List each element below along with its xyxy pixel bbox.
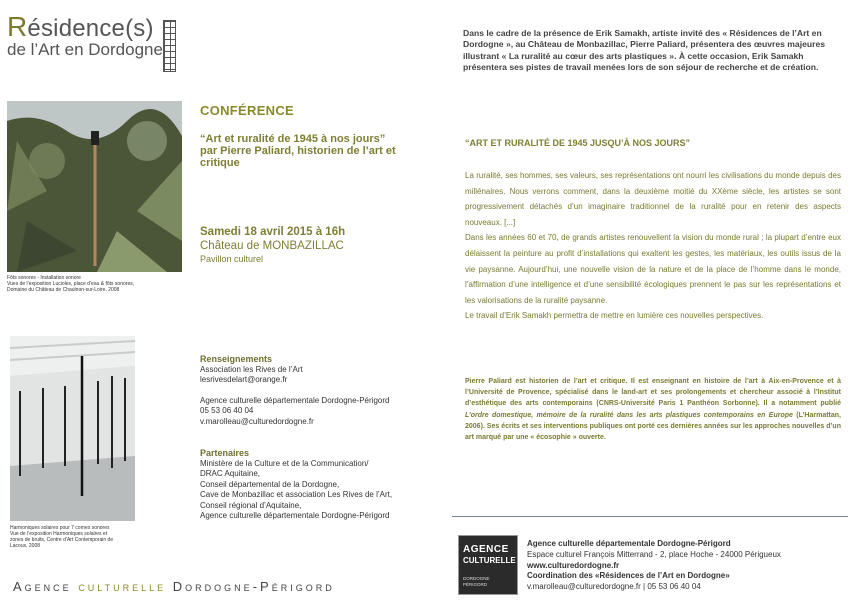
- bio-book-title: L’ordre domestique, mémoire de la ruralité dans les arts plastiques contemporains en Europe: [465, 411, 793, 419]
- partenaire-line: Conseil régional d’Aquitaine,: [200, 500, 302, 510]
- conference-date: Samedi 18 avril 2015 à 16h: [200, 226, 346, 238]
- conference-subtitle-line1: “Art et ruralité de 1945 à nos jours”: [200, 133, 386, 145]
- conference-venue: Château de MONBAZILLAC: [200, 240, 344, 252]
- agence-logo-line1: AGENCE: [463, 544, 509, 555]
- renseignements-block: [200, 354, 440, 427]
- partenaire-line: Cave de Monbazillac et association Les Rives de l’Art,: [200, 490, 393, 499]
- section-body: [465, 168, 841, 324]
- contact-email-phone[interactable]: v.marolleau@culturedordogne.fr | 05 53 06 40 04: [527, 582, 701, 592]
- renseignements-phone: 05 53 06 40 04: [200, 406, 254, 415]
- conference-title: CONFÉRENCE: [200, 103, 295, 118]
- residences-logo: [7, 11, 163, 60]
- partenaire-line: Agence culturelle départementale Dordogne-Périgord: [200, 511, 390, 520]
- agence-logo-line2: CULTURELLE: [463, 556, 516, 565]
- logo-initial: R: [7, 11, 28, 42]
- body-paragraph: Le travail d’Erik Samakh permettra de mettre en lumière ces nouvelles perspectives.: [465, 311, 764, 321]
- footer-part1: Agence: [13, 579, 72, 594]
- renseignements-line: Agence culturelle départementale Dordogne-Périgord: [200, 395, 390, 405]
- body-paragraph: La ruralité, ses hommes, ses valeurs, ses représentations ont nourri les civilisations du monde depuis des millénaires. Nous verrons comment, dans la deuxième moitié du XXème siècle, les artistes se sont progressivement détachés d’un imaginaire traditionnel de la ruralité pour en retenir des aspects nouveaux. [...]: [465, 171, 841, 227]
- logo-line1: [7, 11, 163, 42]
- conference-subtitle: [200, 133, 430, 169]
- renseignements-email-link[interactable]: lesrivesdelart@orange.fr: [200, 375, 288, 384]
- photo-harmoniques-solaires: [10, 336, 135, 521]
- agence-logo-line3: DORDOGNE: [463, 576, 490, 581]
- body-paragraph: Dans les années 60 et 70, de grands artistes renouvellent la vision du monde rural ; la plupart d’entre eux délaissent la peinture au profit d’installations qui exaltent les gestes, les matériaux, les outils issus de la vie paysanne. Aujourd’hui, une nouvelle vision de la nature et de la place de l’homme dans le monde, l’affirmation d’une intelligence et d’une sensibilité écologiques prennent le pas sur les représentations et les valorisations de la ruralité paysanne.: [465, 233, 841, 305]
- spacer: [200, 386, 440, 396]
- bio-paragraph: [465, 376, 841, 443]
- logo-grid-icon: [163, 20, 176, 72]
- conference-venue-detail: Pavillon culturel: [200, 254, 264, 264]
- conference-subtitle-line2: par Pierre Paliard, historien de l’art et critique: [200, 145, 396, 169]
- contact-website-link[interactable]: www.culturedordogne.fr: [527, 560, 620, 570]
- logo-line2: de l’Art en Dordogne: [7, 40, 163, 59]
- footer-agence-name: [13, 579, 335, 594]
- partenaire-line: Conseil départemental de la Dordogne,: [200, 479, 340, 489]
- logo-line1-rest: ésidence(s): [27, 15, 154, 42]
- bio-text: (L’Harmattan, 2006). Ses écrits et ses interventions publiques ont porté ces dernières années sur les approches nouvelles d’un art marqué par une « écosophie » ouverte.: [465, 411, 841, 442]
- renseignements-line: Association les Rives de l’Art: [200, 364, 303, 374]
- photo2-caption: Harmoniques solaires pour 7 cornes sonores Vue de l’exposition Harmoniques solaires et zones de bruits, Centre d’Art Contemporain de Lacoux, 2008: [10, 525, 114, 549]
- contact-address: Espace culturel François Mitterrand - 2, place Hoche - 24000 Périgueux: [527, 549, 781, 559]
- partenaires-block: [200, 448, 440, 522]
- contact-coordination: Coordination des «Résidences de l’Art en Dordogne»: [527, 571, 730, 581]
- photo1-caption: Fôts sonores - Installation sonore Vues de l’exposition Lucioles, place d’eau & fôts sonores, Domaine du Château de Chaulnon-sur-Loire, 2008: [7, 275, 135, 293]
- intro-paragraph: Dans le cadre de la présence de Erik Samakh, artiste invité des « Résidences de l’Art en Dordogne », au Château de Monbazillac, Pierre Paliard, présentera des œuvres majeures illustrant « La ruralité au cœur des arts plastiques ». À cette occasion, Erik Samakh présentera ses pistes de travail menées lors de son séjour de recherche et de création.: [463, 28, 826, 73]
- footer-part3: Dordogne-Périgord: [172, 579, 335, 594]
- footer-part2: culturelle: [78, 579, 167, 594]
- bio-text: Pierre Paliard est historien de l’art et critique. Il est enseignant en histoire de l’art à Aix-en-Provence et à l’Université de Provence, spécialisé dans le land-art et ses prolongements et chercheur associé à l’Institut d’esthétique des arts contemporains (CNRS-Université Paris 1 Panthéon Sorbonne). Il a notamment publié: [465, 378, 841, 408]
- contact-block: [527, 539, 847, 593]
- partenaires-heading: Partenaires: [200, 448, 250, 458]
- divider-line: [452, 516, 848, 517]
- agence-culturelle-logo: [458, 535, 518, 595]
- partenaire-line: Ministère de la Culture et de la Communication/: [200, 458, 369, 468]
- renseignements-heading: Renseignements: [200, 354, 273, 364]
- photo-foret-sonore: [7, 101, 182, 272]
- partenaire-line: DRAC Aquitaine,: [200, 469, 261, 478]
- contact-name: Agence culturelle départementale Dordogne-Périgord: [527, 539, 731, 548]
- agence-logo-line4: PÉRIGORD: [463, 582, 488, 587]
- renseignements-email-link[interactable]: v.marolleau@culturedordogne.fr: [200, 416, 314, 426]
- section-title: “ART ET RURALITÉ DE 1945 JUSQU’À NOS JOURS”: [465, 138, 691, 148]
